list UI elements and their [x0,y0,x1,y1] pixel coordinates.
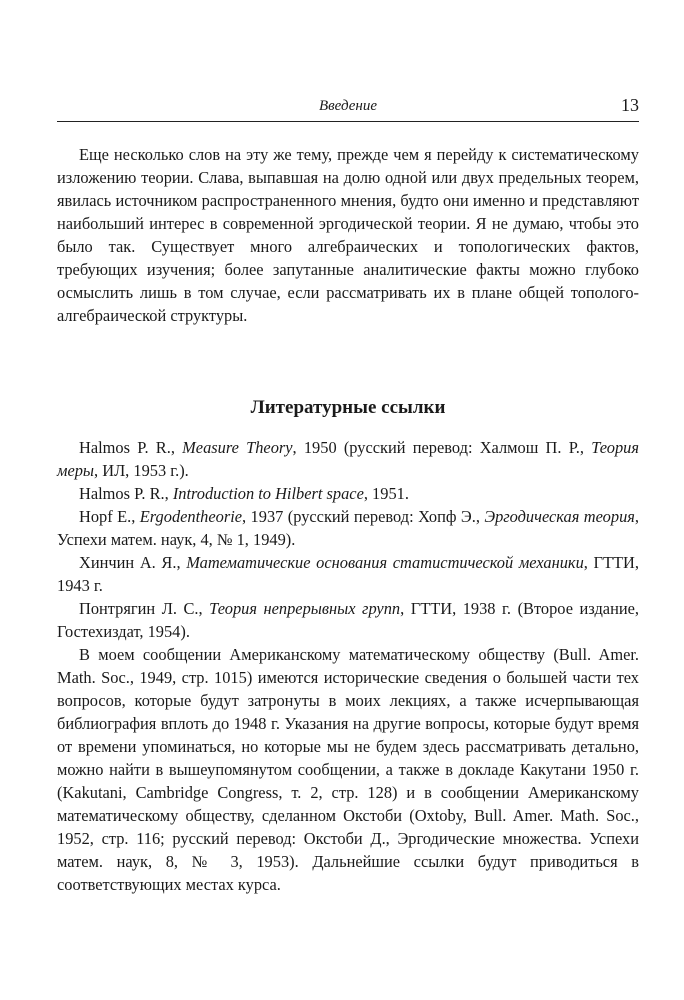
closing-paragraph: В моем сообщении Американскому математическому обществу (Bull. Amer. Math. Soc., 1949, стр. 1015) имеются исторические сведения о большей части тех вопросов, которые будут затронуты в моих лекциях, а также исчерпывающая библиография вплоть до 1948 г. Указания на другие вопросы, которые будут время от времени упоминаться, но которые мы не будем здесь рассматривать детально, можно найти в вышеупомянутом сообщении, а также в докладе Какутани 1950 г. (Kakutani, Cambridge Congress, т. 2, стр. 128) и в сообщении Американскому математическому обществу, сделанном Окстоби (Oxtoby, Bull. Amer. Math. Soc., 1952, стр. 116; русский перевод: Окстоби Д., Эргодические множества. Успехи матем. наук, 8, № 3, 1953). Дальнейшие ссылки будут приводиться в соответствующих местах курса. [57,645,639,894]
ref-title: Теория непрерывных групп [209,599,401,618]
ref-translation-title: Эргодическая теория [484,507,635,526]
references-list [57,436,639,896]
reference-item [57,482,639,505]
reference-item [57,505,639,551]
section-title: Литературные ссылки [250,397,446,418]
ref-author: Halmos P. R., [79,484,173,503]
ref-title: Ergodentheorie [139,507,243,526]
ref-translation-details: , Успехи матем. наук, 4, № 1, 1949). [57,507,639,549]
running-header [57,95,639,122]
ref-translation-details: , ИЛ, 1953 г.). [94,461,189,480]
intro-paragraph: Еще несколько слов на эту же тему, прежде чем я перейду к систематическому изложению теории. Слава, выпавшая на долю одной или двух предельных теорем, явилась источником распространенного мнения, будто они именно и представляют наибольший интерес в современной эргодической теории. Я не думаю, чтобы это было так. Существует много алгебраических и топологических фактов, требующих изучения; более запутанные аналитические факты можно глубоко осмыслить лишь в том случае, если рассматривать их в плане общей тополого-алгебраической структуры. [57,145,639,325]
ref-author: Hopf E., [79,507,140,526]
reference-item [57,551,639,597]
running-title: Введение [319,98,377,114]
ref-author: Halmos P. R., [79,438,183,457]
reference-item [57,436,639,482]
ref-title: Measure Theory [182,438,293,457]
ref-details: , ГТТИ, 1943 г. [57,553,639,595]
ref-details: , 1937 (русский перевод: Хопф Э., [242,507,485,526]
ref-author: Понтрягин Л. С., [79,599,210,618]
ref-translation-title: Теория меры [57,438,639,480]
page-number: 13 [621,95,639,115]
ref-details: , ГТТИ, 1938 г. (Второе издание, Гостехиздат, 1954). [57,599,640,641]
ref-title: Introduction to Hilbert space [172,484,364,503]
reference-item [57,597,639,643]
ref-title: Математические основания статистической механики [186,553,584,572]
ref-author: Хинчин А. Я., [79,553,187,572]
intro-block [57,143,639,327]
ref-details: , 1950 (русский перевод: Халмош П. Р., [292,438,592,457]
ref-details: , 1951. [363,484,409,503]
